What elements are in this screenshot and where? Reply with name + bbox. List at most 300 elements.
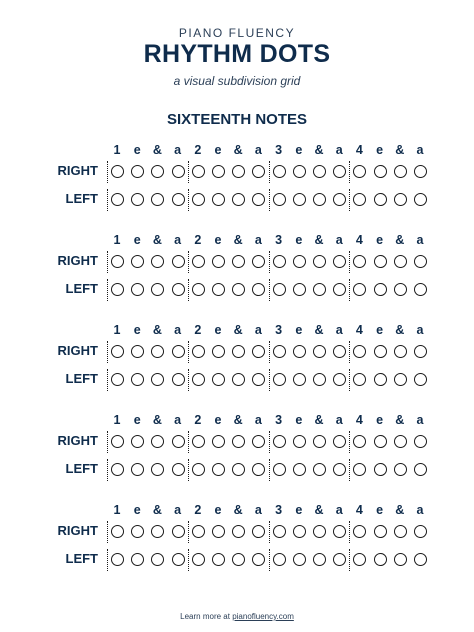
count-label: &: [314, 143, 324, 157]
count-row: [111, 323, 431, 339]
count-label: e: [133, 413, 141, 427]
rhythm-dot[interactable]: [273, 463, 286, 476]
rhythm-dot[interactable]: [374, 255, 387, 268]
rhythm-dot[interactable]: [414, 345, 427, 358]
rhythm-dot[interactable]: [273, 283, 286, 296]
count-label: 2: [194, 503, 202, 517]
rhythm-dot[interactable]: [374, 463, 387, 476]
beat-divider: [269, 161, 270, 183]
rhythm-dot[interactable]: [252, 345, 265, 358]
count-label: a: [335, 323, 343, 337]
count-label: e: [295, 503, 303, 517]
rhythm-dot[interactable]: [232, 283, 245, 296]
rhythm-dot[interactable]: [232, 345, 245, 358]
rhythm-dot[interactable]: [313, 553, 326, 566]
rhythm-dot[interactable]: [172, 525, 185, 538]
rhythm-dot[interactable]: [252, 255, 265, 268]
rhythm-dot[interactable]: [293, 283, 306, 296]
hand-label-left: LEFT: [65, 191, 98, 206]
dot-row-right: [111, 253, 431, 271]
count-label: e: [133, 143, 141, 157]
footer-link[interactable]: pianofluency.com: [232, 612, 294, 621]
count-label: e: [295, 143, 303, 157]
rhythm-dot[interactable]: [414, 435, 427, 448]
count-label: 1: [113, 503, 121, 517]
count-label: e: [214, 143, 222, 157]
rhythm-dot[interactable]: [333, 255, 346, 268]
brand-name: PIANO FLUENCY: [178, 26, 296, 40]
dot-row-right: [111, 343, 431, 361]
rhythm-dot[interactable]: [172, 165, 185, 178]
rhythm-dot[interactable]: [313, 165, 326, 178]
rhythm-dot[interactable]: [293, 553, 306, 566]
beat-divider: [188, 279, 189, 301]
beat-divider: [269, 369, 270, 391]
rhythm-dot[interactable]: [151, 283, 164, 296]
rhythm-dot[interactable]: [232, 193, 245, 206]
beat-divider: [188, 431, 189, 453]
count-label: &: [395, 413, 405, 427]
hand-label-left: LEFT: [65, 551, 98, 566]
rhythm-dot[interactable]: [414, 255, 427, 268]
count-label: 2: [194, 143, 202, 157]
rhythm-dot[interactable]: [212, 165, 225, 178]
beat-divider: [107, 549, 108, 571]
count-label: 4: [355, 503, 363, 517]
beat-divider: [188, 549, 189, 571]
count-label: 1: [113, 143, 121, 157]
count-label: a: [335, 233, 343, 247]
rhythm-dot[interactable]: [192, 345, 205, 358]
rhythm-dot[interactable]: [313, 373, 326, 386]
count-label: &: [233, 413, 243, 427]
rhythm-dot[interactable]: [394, 165, 407, 178]
rhythm-dot[interactable]: [172, 193, 185, 206]
rhythm-dot[interactable]: [293, 373, 306, 386]
beat-divider: [188, 161, 189, 183]
count-label: e: [376, 323, 384, 337]
beat-divider: [107, 521, 108, 543]
rhythm-dot[interactable]: [333, 435, 346, 448]
rhythm-dot[interactable]: [313, 193, 326, 206]
rhythm-dot[interactable]: [212, 345, 225, 358]
rhythm-dot[interactable]: [151, 165, 164, 178]
dot-row-left: [111, 191, 431, 209]
rhythm-dot[interactable]: [374, 283, 387, 296]
count-label: e: [133, 503, 141, 517]
rhythm-dot[interactable]: [131, 165, 144, 178]
count-label: &: [395, 233, 405, 247]
count-label: 3: [275, 143, 283, 157]
rhythm-dot[interactable]: [131, 463, 144, 476]
rhythm-dot[interactable]: [353, 463, 366, 476]
count-label: a: [254, 233, 262, 247]
beat-divider: [188, 251, 189, 273]
rhythm-dot[interactable]: [394, 283, 407, 296]
rhythm-dot[interactable]: [232, 255, 245, 268]
rhythm-dot[interactable]: [151, 193, 164, 206]
count-label: 2: [194, 413, 202, 427]
rhythm-dot[interactable]: [172, 435, 185, 448]
rhythm-dot[interactable]: [333, 525, 346, 538]
count-label: &: [152, 503, 162, 517]
rhythm-dot[interactable]: [232, 525, 245, 538]
beat-divider: [107, 341, 108, 363]
beat-divider: [269, 251, 270, 273]
rhythm-dot[interactable]: [111, 525, 124, 538]
rhythm-dot[interactable]: [252, 373, 265, 386]
count-row: [111, 413, 431, 429]
rhythm-dot[interactable]: [293, 345, 306, 358]
count-label: a: [335, 503, 343, 517]
rhythm-dot[interactable]: [192, 373, 205, 386]
beat-divider: [107, 279, 108, 301]
rhythm-dot[interactable]: [111, 553, 124, 566]
count-label: 3: [275, 323, 283, 337]
beat-divider: [107, 369, 108, 391]
count-label: 4: [355, 143, 363, 157]
count-label: &: [233, 323, 243, 337]
beat-divider: [349, 251, 350, 273]
rhythm-dot[interactable]: [293, 255, 306, 268]
count-label: &: [152, 413, 162, 427]
rhythm-dot[interactable]: [131, 373, 144, 386]
rhythm-dot[interactable]: [394, 435, 407, 448]
rhythm-dot[interactable]: [192, 525, 205, 538]
count-label: &: [395, 143, 405, 157]
rhythm-dot[interactable]: [414, 463, 427, 476]
rhythm-dot[interactable]: [212, 553, 225, 566]
rhythm-dot[interactable]: [374, 525, 387, 538]
rhythm-dot[interactable]: [192, 165, 205, 178]
grid-block: [0, 503, 474, 573]
rhythm-dot[interactable]: [394, 373, 407, 386]
rhythm-dot[interactable]: [252, 435, 265, 448]
rhythm-dot[interactable]: [172, 373, 185, 386]
rhythm-dot[interactable]: [273, 435, 286, 448]
count-label: &: [233, 233, 243, 247]
rhythm-dot[interactable]: [151, 553, 164, 566]
count-label: a: [174, 323, 182, 337]
rhythm-dot[interactable]: [151, 435, 164, 448]
beat-divider: [107, 431, 108, 453]
rhythm-dot[interactable]: [131, 283, 144, 296]
rhythm-dot[interactable]: [212, 525, 225, 538]
count-label: a: [174, 413, 182, 427]
count-label: a: [416, 323, 424, 337]
footer: [0, 612, 474, 621]
count-label: a: [254, 143, 262, 157]
count-label: a: [335, 143, 343, 157]
rhythm-dot[interactable]: [273, 193, 286, 206]
beat-divider: [107, 459, 108, 481]
count-label: a: [335, 413, 343, 427]
rhythm-dot[interactable]: [333, 283, 346, 296]
rhythm-dot[interactable]: [414, 165, 427, 178]
hand-label-right: RIGHT: [57, 433, 98, 448]
grid-block: [0, 413, 474, 483]
dot-row-left: [111, 281, 431, 299]
count-label: &: [314, 323, 324, 337]
beat-divider: [188, 341, 189, 363]
count-label: 3: [275, 413, 283, 427]
rhythm-dot[interactable]: [293, 463, 306, 476]
rhythm-dot[interactable]: [353, 283, 366, 296]
rhythm-dot[interactable]: [293, 193, 306, 206]
rhythm-dot[interactable]: [131, 193, 144, 206]
count-label: a: [174, 233, 182, 247]
rhythm-dot[interactable]: [172, 283, 185, 296]
count-label: &: [314, 413, 324, 427]
count-label: &: [233, 503, 243, 517]
count-label: e: [376, 503, 384, 517]
count-label: &: [152, 233, 162, 247]
rhythm-dot[interactable]: [111, 463, 124, 476]
hand-label-right: RIGHT: [57, 163, 98, 178]
count-label: a: [416, 413, 424, 427]
beat-divider: [349, 189, 350, 211]
dot-row-right: [111, 163, 431, 181]
count-label: e: [214, 323, 222, 337]
rhythm-dot[interactable]: [374, 435, 387, 448]
rhythm-dot[interactable]: [212, 283, 225, 296]
rhythm-dot[interactable]: [131, 553, 144, 566]
grid-block: [0, 323, 474, 393]
rhythm-dot[interactable]: [414, 373, 427, 386]
rhythm-dot[interactable]: [414, 283, 427, 296]
rhythm-dot[interactable]: [313, 345, 326, 358]
count-label: e: [214, 413, 222, 427]
beat-divider: [269, 459, 270, 481]
rhythm-dot[interactable]: [394, 525, 407, 538]
count-label: e: [295, 323, 303, 337]
rhythm-dot[interactable]: [394, 553, 407, 566]
rhythm-dot[interactable]: [414, 525, 427, 538]
count-label: a: [416, 143, 424, 157]
rhythm-dot[interactable]: [212, 463, 225, 476]
rhythm-dot[interactable]: [111, 345, 124, 358]
rhythm-dot[interactable]: [111, 165, 124, 178]
rhythm-dot[interactable]: [111, 283, 124, 296]
count-label: e: [376, 143, 384, 157]
rhythm-dot[interactable]: [313, 283, 326, 296]
rhythm-dot[interactable]: [232, 165, 245, 178]
count-label: a: [174, 143, 182, 157]
grid-block: [0, 233, 474, 303]
rhythm-dot[interactable]: [374, 553, 387, 566]
rhythm-dot[interactable]: [151, 463, 164, 476]
rhythm-dot[interactable]: [353, 373, 366, 386]
rhythm-dot[interactable]: [192, 463, 205, 476]
beat-divider: [349, 279, 350, 301]
count-label: &: [314, 503, 324, 517]
count-label: e: [214, 503, 222, 517]
beat-divider: [349, 521, 350, 543]
rhythm-dot[interactable]: [232, 373, 245, 386]
count-label: a: [416, 503, 424, 517]
rhythm-dot[interactable]: [131, 255, 144, 268]
rhythm-dot[interactable]: [394, 345, 407, 358]
rhythm-dot[interactable]: [172, 463, 185, 476]
rhythm-dot[interactable]: [313, 463, 326, 476]
hand-label-right: RIGHT: [57, 343, 98, 358]
rhythm-dot[interactable]: [333, 553, 346, 566]
rhythm-dot[interactable]: [273, 255, 286, 268]
rhythm-dot[interactable]: [111, 255, 124, 268]
rhythm-dot[interactable]: [394, 255, 407, 268]
rhythm-dot[interactable]: [353, 345, 366, 358]
dot-row-right: [111, 433, 431, 451]
rhythm-dot[interactable]: [273, 345, 286, 358]
beat-divider: [107, 189, 108, 211]
rhythm-dot[interactable]: [353, 193, 366, 206]
count-label: 4: [355, 413, 363, 427]
rhythm-dot[interactable]: [232, 435, 245, 448]
dot-row-right: [111, 523, 431, 541]
count-label: e: [295, 413, 303, 427]
rhythm-dot[interactable]: [374, 193, 387, 206]
rhythm-dot[interactable]: [273, 165, 286, 178]
rhythm-dot[interactable]: [333, 165, 346, 178]
count-label: a: [254, 413, 262, 427]
rhythm-dot[interactable]: [111, 193, 124, 206]
rhythm-dot[interactable]: [374, 165, 387, 178]
rhythm-dot[interactable]: [374, 373, 387, 386]
rhythm-dot[interactable]: [333, 373, 346, 386]
rhythm-dot[interactable]: [374, 345, 387, 358]
count-label: e: [295, 233, 303, 247]
rhythm-dot[interactable]: [151, 345, 164, 358]
rhythm-dot[interactable]: [273, 373, 286, 386]
count-label: e: [133, 233, 141, 247]
beat-divider: [349, 431, 350, 453]
rhythm-dot[interactable]: [192, 255, 205, 268]
count-label: 2: [194, 323, 202, 337]
rhythm-dot[interactable]: [172, 255, 185, 268]
rhythm-dot[interactable]: [192, 283, 205, 296]
rhythm-dot[interactable]: [394, 193, 407, 206]
rhythm-dot[interactable]: [333, 463, 346, 476]
section-title: SIXTEENTH NOTES: [166, 111, 308, 128]
rhythm-dot[interactable]: [313, 255, 326, 268]
rhythm-dot[interactable]: [394, 463, 407, 476]
rhythm-dot[interactable]: [353, 525, 366, 538]
rhythm-dot[interactable]: [172, 345, 185, 358]
rhythm-dot[interactable]: [333, 193, 346, 206]
rhythm-dot[interactable]: [333, 345, 346, 358]
rhythm-dot[interactable]: [293, 435, 306, 448]
beat-divider: [188, 189, 189, 211]
rhythm-dot[interactable]: [252, 525, 265, 538]
rhythm-dot[interactable]: [212, 255, 225, 268]
hand-label-left: LEFT: [65, 281, 98, 296]
count-label: 2: [194, 233, 202, 247]
rhythm-dot[interactable]: [192, 435, 205, 448]
hand-label-left: LEFT: [65, 461, 98, 476]
rhythm-dot[interactable]: [232, 553, 245, 566]
rhythm-dot[interactable]: [252, 165, 265, 178]
dot-row-left: [111, 371, 431, 389]
beat-divider: [349, 549, 350, 571]
rhythm-dot[interactable]: [192, 553, 205, 566]
rhythm-dot[interactable]: [212, 373, 225, 386]
count-label: e: [376, 233, 384, 247]
count-label: &: [395, 323, 405, 337]
rhythm-dot[interactable]: [172, 553, 185, 566]
count-row: [111, 233, 431, 249]
beat-divider: [269, 521, 270, 543]
page-subtitle: a visual subdivision grid: [173, 74, 301, 88]
rhythm-dot[interactable]: [212, 435, 225, 448]
rhythm-dot[interactable]: [192, 193, 205, 206]
rhythm-dot[interactable]: [353, 165, 366, 178]
hand-label-right: RIGHT: [57, 523, 98, 538]
rhythm-dot[interactable]: [212, 193, 225, 206]
count-label: &: [152, 323, 162, 337]
rhythm-dot[interactable]: [293, 165, 306, 178]
rhythm-dot[interactable]: [151, 525, 164, 538]
rhythm-dot[interactable]: [313, 525, 326, 538]
count-row: [111, 503, 431, 519]
rhythm-dot[interactable]: [151, 373, 164, 386]
beat-divider: [349, 459, 350, 481]
rhythm-dot[interactable]: [353, 553, 366, 566]
beat-divider: [188, 369, 189, 391]
beat-divider: [188, 521, 189, 543]
rhythm-dot[interactable]: [414, 193, 427, 206]
rhythm-dot[interactable]: [313, 435, 326, 448]
rhythm-dot[interactable]: [293, 525, 306, 538]
rhythm-dot[interactable]: [131, 435, 144, 448]
rhythm-dot[interactable]: [232, 463, 245, 476]
rhythm-dot[interactable]: [252, 283, 265, 296]
dot-row-left: [111, 461, 431, 479]
rhythm-dot[interactable]: [273, 525, 286, 538]
rhythm-dot[interactable]: [151, 255, 164, 268]
count-label: 1: [113, 413, 121, 427]
count-label: e: [376, 413, 384, 427]
hand-label-left: LEFT: [65, 371, 98, 386]
count-label: 4: [355, 233, 363, 247]
dot-row-left: [111, 551, 431, 569]
rhythm-dot[interactable]: [131, 525, 144, 538]
rhythm-dot[interactable]: [252, 463, 265, 476]
beat-divider: [269, 549, 270, 571]
count-label: &: [152, 143, 162, 157]
beat-divider: [269, 341, 270, 363]
beat-divider: [269, 279, 270, 301]
count-label: 1: [113, 323, 121, 337]
rhythm-dot[interactable]: [111, 435, 124, 448]
rhythm-dot[interactable]: [111, 373, 124, 386]
beat-divider: [269, 189, 270, 211]
count-label: 1: [113, 233, 121, 247]
count-label: a: [174, 503, 182, 517]
rhythm-dot[interactable]: [273, 553, 286, 566]
rhythm-dot[interactable]: [252, 553, 265, 566]
rhythm-dot[interactable]: [131, 345, 144, 358]
rhythm-dot[interactable]: [414, 553, 427, 566]
beat-divider: [107, 161, 108, 183]
rhythm-dot[interactable]: [353, 255, 366, 268]
count-label: 3: [275, 503, 283, 517]
count-row: [111, 143, 431, 159]
grid-block: [0, 143, 474, 213]
beat-divider: [349, 341, 350, 363]
rhythm-dot[interactable]: [353, 435, 366, 448]
count-label: e: [214, 233, 222, 247]
rhythm-dot[interactable]: [252, 193, 265, 206]
